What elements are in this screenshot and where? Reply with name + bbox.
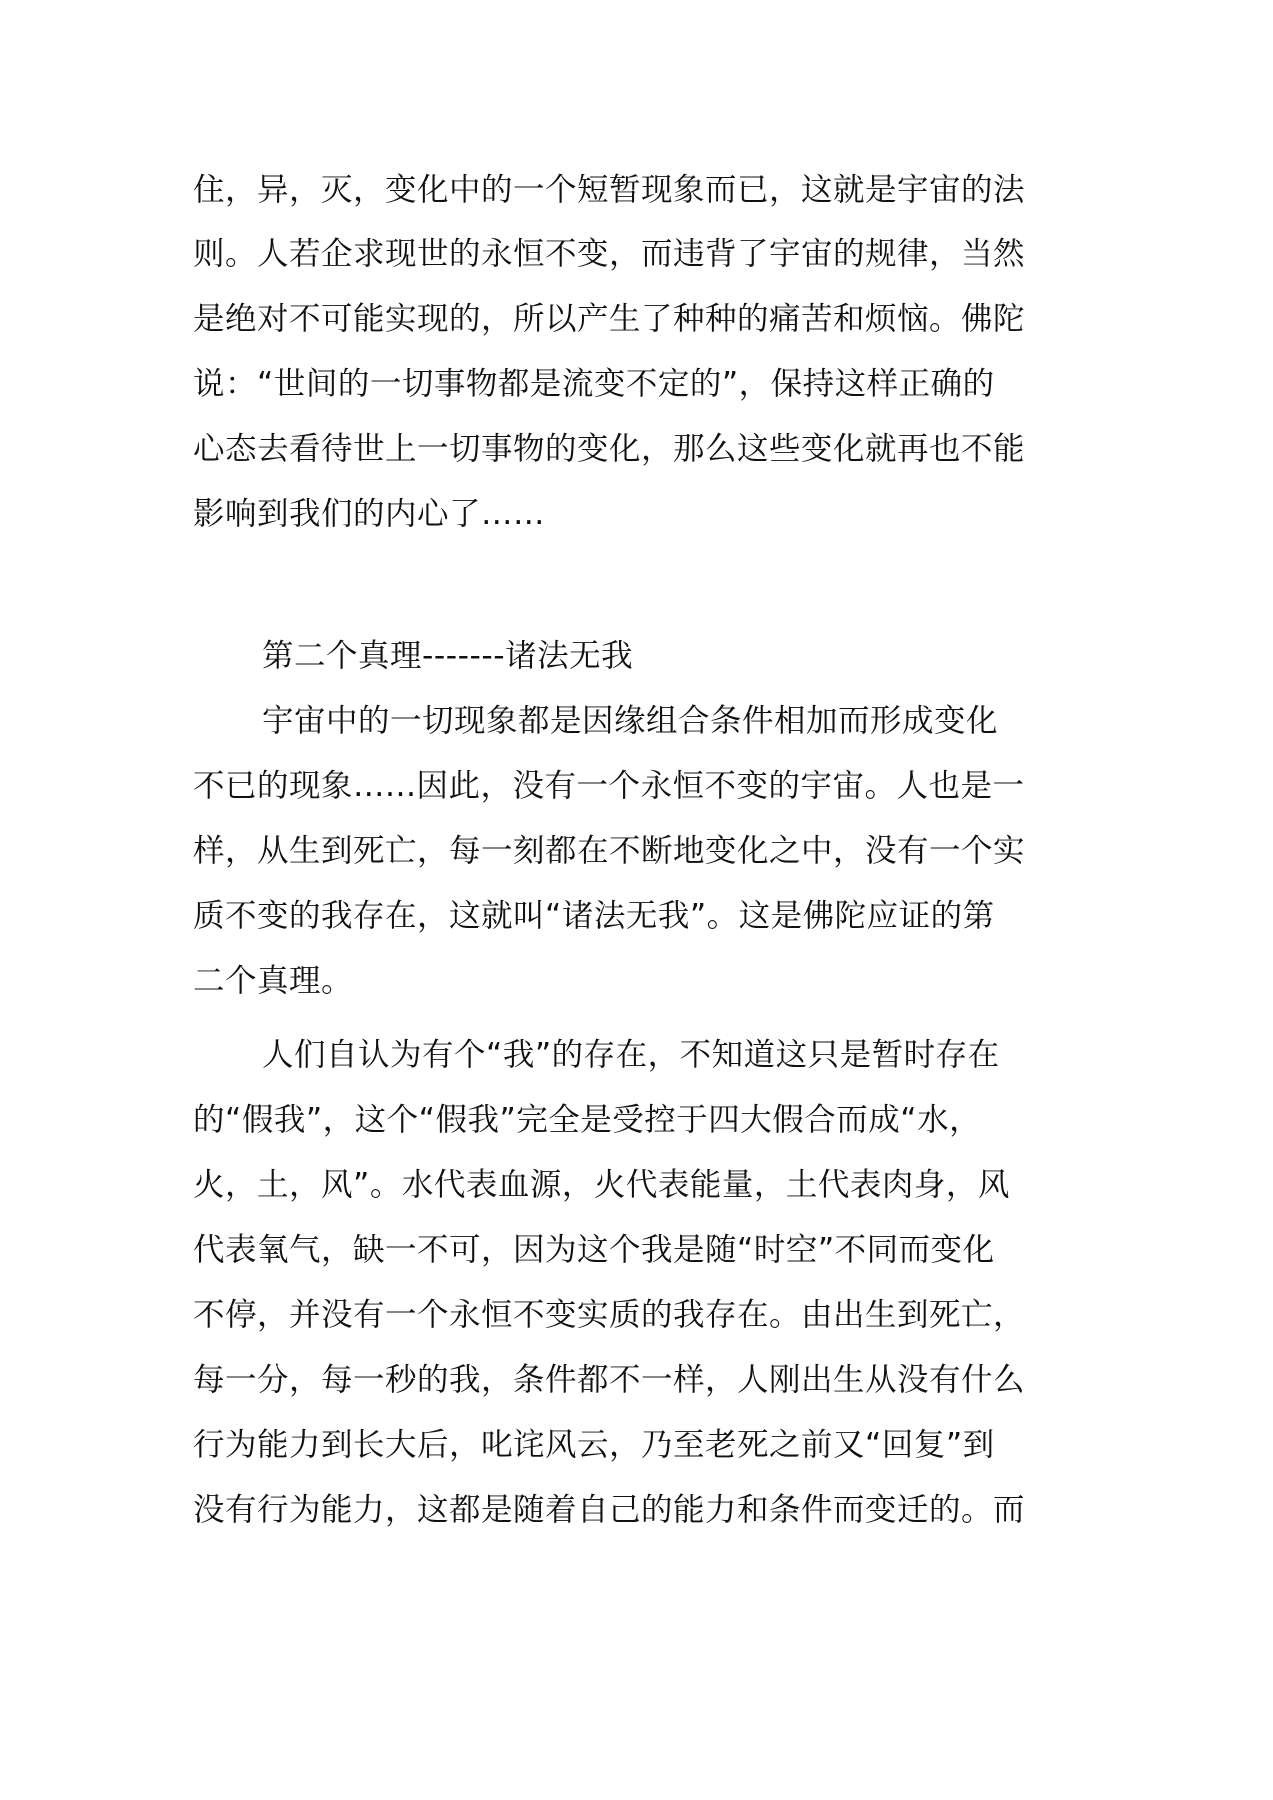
text-line: 住，异，灭，变化中的一个短暂现象而已，这就是宇宙的法	[193, 172, 1026, 208]
text-line: 每一分，每一秒的我，条件都不一样，人刚出生从没有什么	[193, 1362, 1026, 1398]
text-line: 影响到我们的内心了……	[193, 496, 546, 532]
text-line: 没有行为能力，这都是随着自己的能力和条件而变迁的。而	[193, 1492, 1026, 1528]
text-line: 的“假我”，这个“假我”完全是受控于四大假合而成“水，	[193, 1102, 982, 1138]
text-line: 宇宙中的一切现象都是因缘组合条件相加而形成变化	[262, 703, 999, 739]
text-line: 不停，并没有一个永恒不变实质的我存在。由出生到死亡，	[193, 1297, 1026, 1333]
text-line: 说：“世间的一切事物都是流变不定的”，保持这样正确的	[193, 366, 995, 402]
text-line: 人们自认为有个“我”的存在，不知道这只是暂时存在	[262, 1037, 1000, 1073]
text-line: 火，土，风”。水代表血源，火代表能量，土代表肉身，风	[193, 1167, 1010, 1203]
text-line: 则。人若企求现世的永恒不变，而违背了宇宙的规律，当然	[193, 236, 1026, 272]
text-line: 心态去看待世上一切事物的变化，那么这些变化就再也不能	[193, 431, 1026, 467]
section-heading: 第二个真理-------诸法无我	[262, 638, 634, 674]
text-line: 代表氧气，缺一不可，因为这个我是随“时空”不同而变化	[193, 1232, 995, 1268]
text-line: 是绝对不可能实现的，所以产生了种种的痛苦和烦恼。佛陀	[193, 301, 1026, 337]
text-line: 样，从生到死亡，每一刻都在不断地变化之中，没有一个实	[193, 833, 1026, 869]
text-line: 不已的现象…...因此，没有一个永恒不变的宇宙。人也是一	[193, 768, 1025, 804]
text-line: 质不变的我存在，这就叫“诸法无我”。这是佛陀应证的第	[193, 898, 995, 934]
text-line: 二个真理。	[193, 963, 354, 999]
text-line: 行为能力到长大后，叱诧风云，乃至老死之前又“回复”到	[193, 1427, 995, 1463]
